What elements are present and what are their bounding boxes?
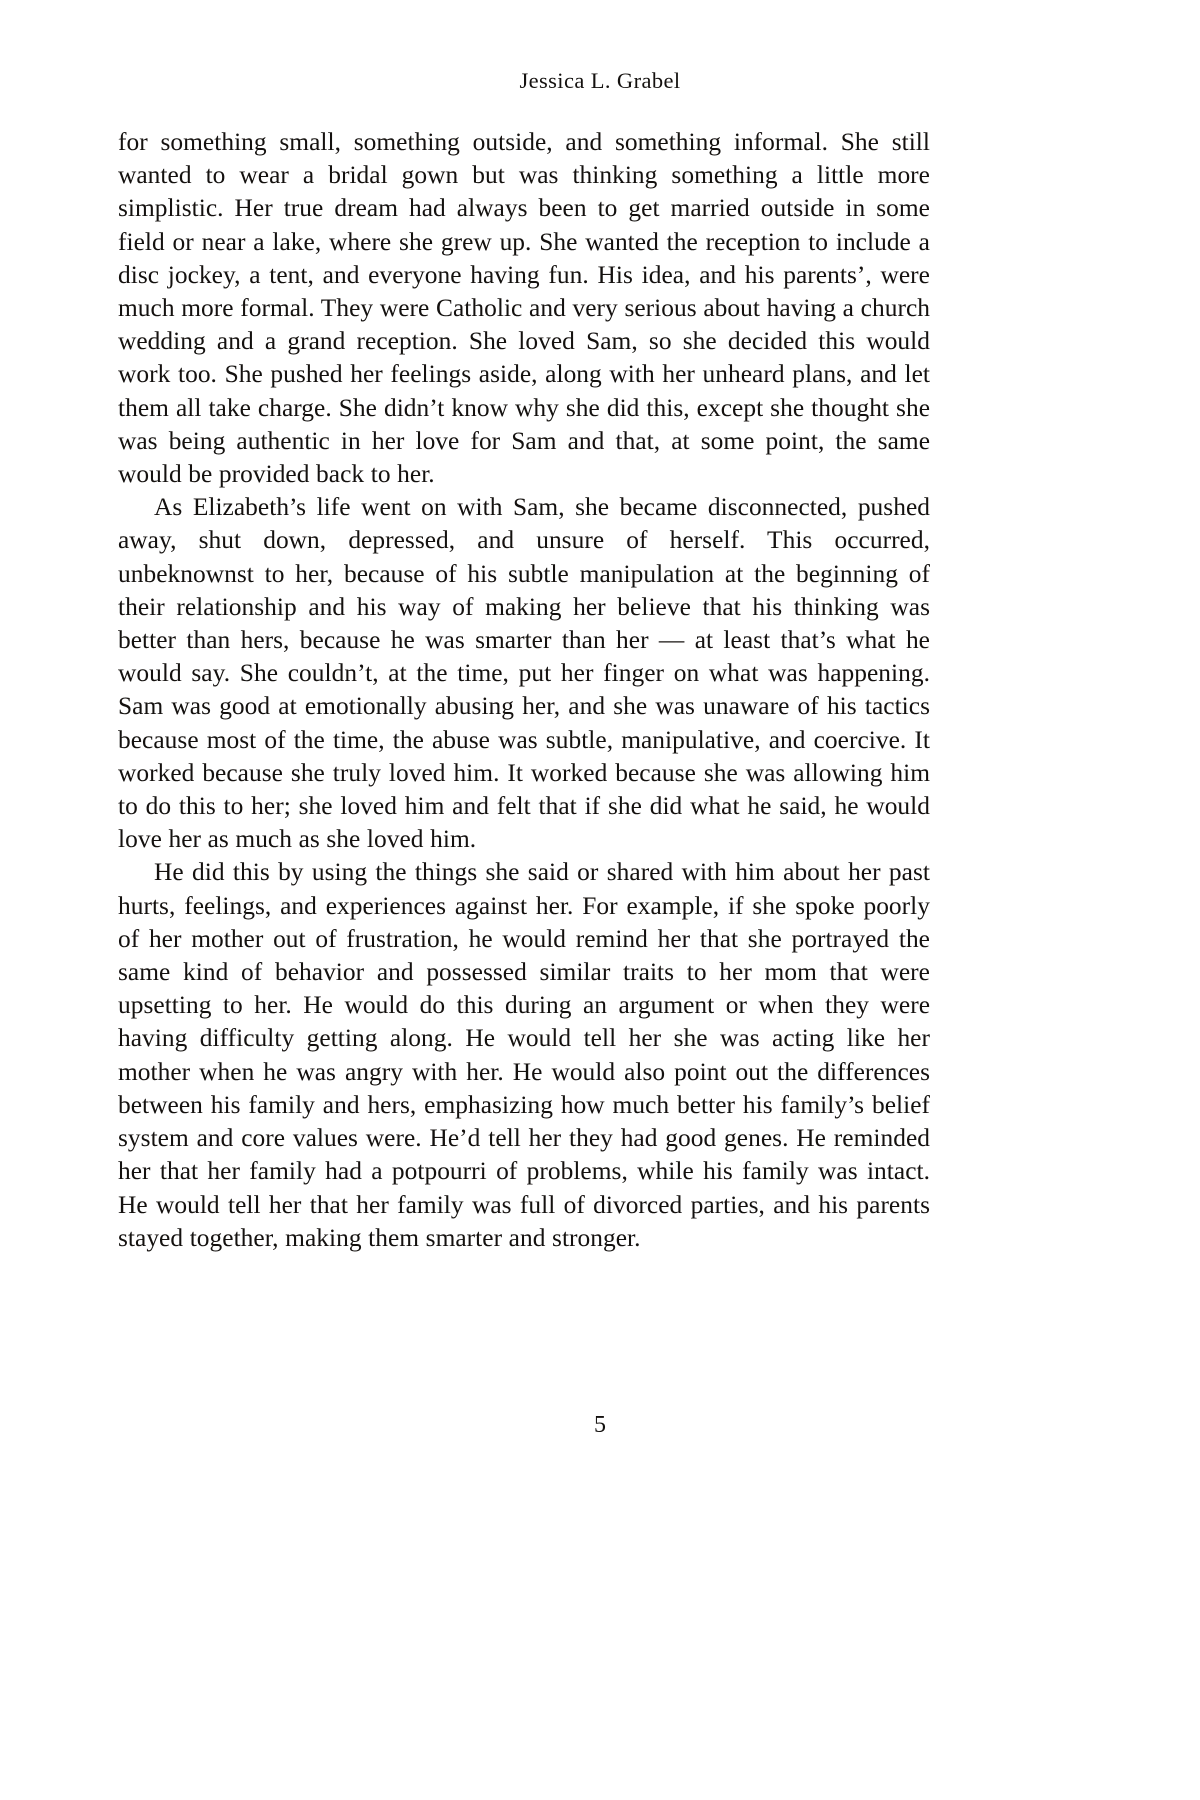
running-header: Jessica L. Grabel [519, 68, 681, 93]
page-number: 5 [594, 1412, 606, 1438]
body-paragraph: As Elizabeth’s life went on with Sam, she became disconnected, pushed away, shut down, depressed, and unsure of herself. This occurred, unbeknownst to her, because of his subtle manipulation at the beginning of their relationship and his way of making her believe that his thinking was better than hers, because he was smarter than her — at least that’s what he would say. She couldn’t, at the time, put her finger on what was happening. Sam was good at emotionally abusing her, and she was unaware of his tactics because most of the time, the abuse was subtle, manipulative, and coercive. It worked because she truly loved him. It worked because she was allowing him to do this to her; she loved him and felt that if she did what he said, he would love her as much as she loved him. [118, 493, 930, 854]
body-text-block [118, 126, 930, 1255]
body-paragraph: for something small, something outside, and something informal. She still wanted to wear a bridal gown but was thinking something a little more simplistic. Her true dream had always been to get married outside in some field or near a lake, where she grew up. She wanted the reception to include a disc jockey, a tent, and everyone having fun. His idea, and his parents’, were much more formal. They were Catholic and very serious about having a church wedding and a grand reception. She loved Sam, so she decided this would work too. She pushed her feelings aside, along with her unheard plans, and let them all take charge. She didn’t know why she did this, except she thought she was being authentic in her love for Sam and that, at some point, the same would be provided back to her. [118, 128, 930, 489]
body-paragraph: He did this by using the things she said or shared with him about her past hurts, feelings, and experiences against her. For example, if she spoke poorly of her mother out of frustration, he would remind her that she portrayed the same kind of behavior and possessed similar traits to her mom that were upsetting to her. He would do this during an argument or when they were having difficulty getting along. He would tell her she was acting like her mother when he was angry with her. He would also point out the differences between his family and hers, emphasizing how much better his family’s belief system and core values were. He’d tell her they had good genes. He reminded her that her family had a potpourri of problems, while his family was intact. He would tell her that her family was full of divorced parties, and his parents stayed together, making them smarter and stronger. [118, 858, 930, 1252]
